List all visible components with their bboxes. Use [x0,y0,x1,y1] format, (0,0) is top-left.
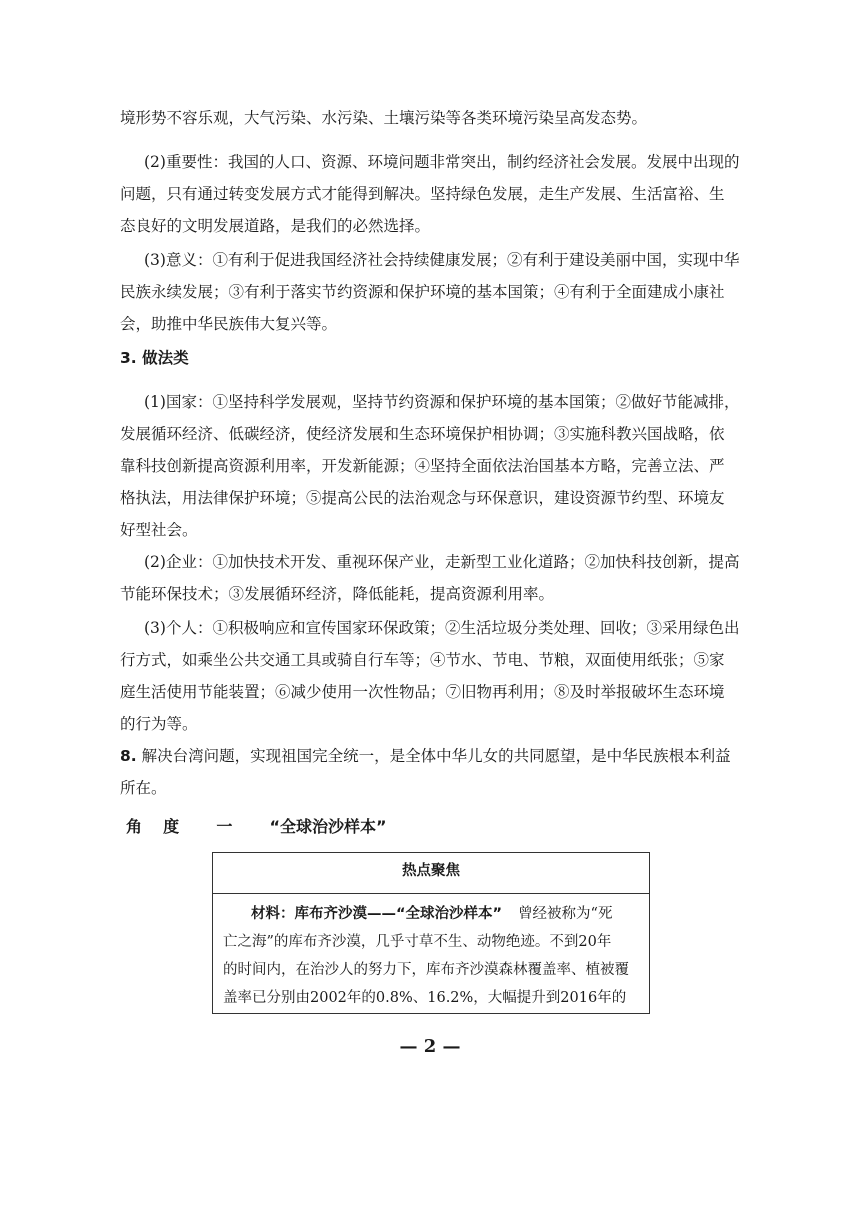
text-line: 解决台湾问题，实现祖国完全统一，是全体中华儿女的共同愿望，是中华民族根本利益 [136,747,731,765]
text-line: 会，助推中华民族伟大复兴等。 [120,315,338,333]
text-line: 发展循环经济、低碳经济，使经济发展和生态环境保护相协调；③实施科教兴国战略，依 [120,425,725,443]
text-line: 曾经被称为“死 [518,906,613,922]
text-line: 节能环保技术；③发展循环经济，降低能耗，提高资源利用率。 [120,585,555,603]
significance-paragraph [120,244,740,340]
text-line: 亡之海”的库布齐沙漠，几乎寸草不生、动物绝迹。不到20年 [223,934,612,950]
text-line: 的行为等。 [120,715,198,733]
enterprise-measures-paragraph [120,546,740,610]
hotspot-box [212,852,650,1014]
text-line: 行方式，如乘坐公共交通工具或骑自行车等；④节水、节电、节粮，双面使用纸张；⑤家 [120,651,725,669]
individual-measures-paragraph [120,612,740,740]
text-line: 靠科技创新提高资源利用率，开发新能源；④坚持全面依法治国基本方略，完善立法、严 [120,457,725,475]
text-line: (3)意义：①有利于促进我国经济社会持续健康发展；②有利于建设美丽中国，实现中华 [144,251,740,269]
angle-title: “全球治沙样本” [269,817,387,836]
importance-paragraph [120,146,740,242]
text-line: 庭生活使用节能装置；⑥减少使用一次性物品；⑦旧物再利用；⑧及时举报破坏生态环境 [120,683,725,701]
hotspot-box-header: 热点聚焦 [213,853,649,894]
material-label: 材料：库布齐沙漠——“全球治沙样本” [251,906,503,922]
intro-paragraph [120,102,735,134]
angle-heading [126,814,387,837]
text-line: 境形势不容乐观，大气污染、水污染、土壤污染等各类环境污染呈高发态势。 [120,109,648,127]
text-line: (1)国家：①坚持科学发展观，坚持节约资源和保护环境的基本国策；②做好节能减排， [144,393,740,411]
text-line: (2)企业：①加快技术开发、重视环保产业，走新型工业化道路；②加快科技创新，提高 [144,553,740,571]
text-line: 盖率已分别由2002年的0.8%、16.2%，大幅提升到2016年的 [223,990,627,1006]
section-3-heading: 3. 做法类 [120,349,189,367]
text-line: 格执法，用法律保护环境；⑤提高公民的法治观念与环保意识，建设资源节约型、环境友 [120,489,725,507]
text-line: 的时间内，在治沙人的努力下，库布齐沙漠森林覆盖率、植被覆 [223,962,629,978]
text-line: (3)个人：①积极响应和宣传国家环保政策；②生活垃圾分类处理、回收；③采用绿色出 [144,619,740,637]
page-number: — 2 — [399,1036,461,1057]
angle-label-char: 角 [126,817,143,836]
text-line: 所在。 [120,779,167,797]
angle-number: 一 [216,817,233,836]
text-line: (2)重要性：我国的人口、资源、环境问题非常突出，制约经济社会发展。发展中出现的 [144,153,740,171]
angle-label-char: 度 [163,817,180,836]
text-line: 问题，只有通过转变发展方式才能得到解决。坚持绿色发展，走生产发展、生活富裕、生 [120,185,725,203]
text-line: 好型社会。 [120,521,198,539]
item-number: 8. [120,747,137,765]
state-measures-paragraph [120,386,740,546]
text-line: 民族永续发展；③有利于落实节约资源和保护环境的基本国策；④有利于全面建成小康社 [120,283,725,301]
text-line: 态良好的文明发展道路，是我们的必然选择。 [120,217,431,235]
item-8-paragraph [120,740,735,804]
hotspot-box-body [213,894,649,1012]
